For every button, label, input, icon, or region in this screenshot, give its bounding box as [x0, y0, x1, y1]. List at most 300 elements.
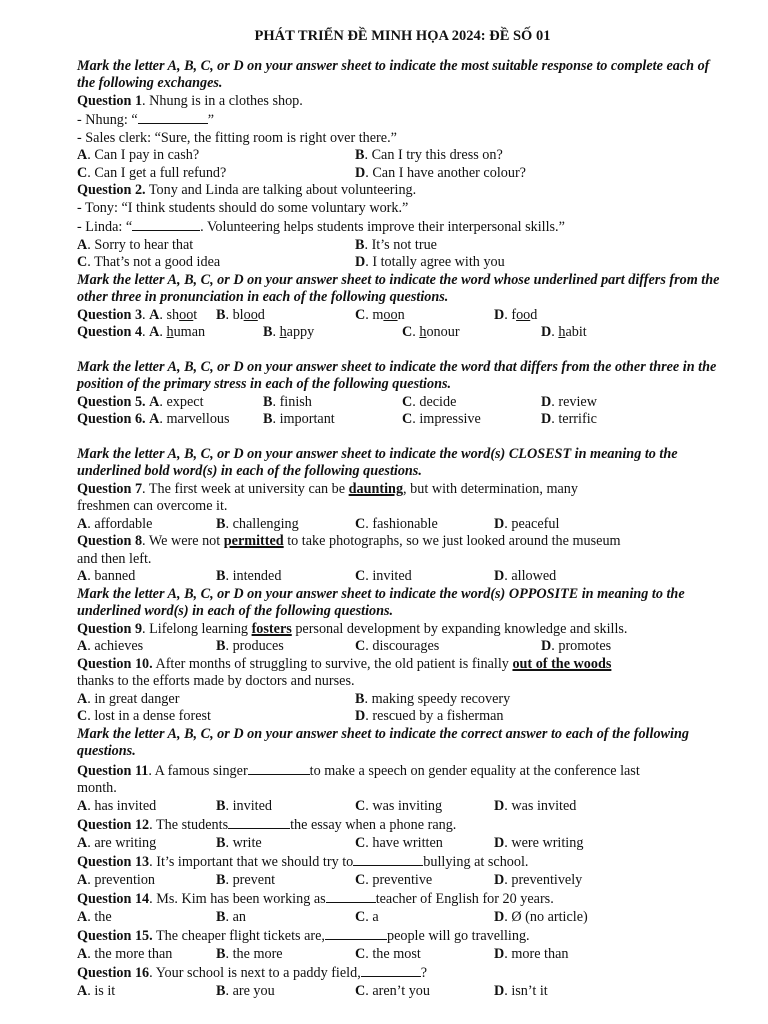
option-text: review	[558, 393, 597, 410]
option-text: impressive	[419, 411, 481, 427]
spacer	[77, 342, 728, 359]
option-a[interactable]: Question 3. A. shoot	[77, 306, 198, 323]
question-label: Question 3	[77, 306, 143, 323]
option-letter: D	[541, 393, 552, 410]
underlined-part: oo	[383, 306, 398, 323]
option-letter: C	[77, 708, 88, 724]
question-label: Question 9	[77, 620, 143, 637]
option-text: was invited	[511, 797, 577, 814]
option-text: the most	[372, 945, 421, 962]
page-title: PHÁT TRIỂN ĐỀ MINH HỌA 2024: ĐỀ SỐ 01	[254, 28, 551, 44]
option-a[interactable]: A. has invited	[77, 797, 157, 814]
option-text: invited	[372, 568, 412, 584]
option-letter: D	[355, 164, 366, 181]
option-letter: B	[216, 797, 226, 814]
question-text: After months of struggling to survive, the old patient is finally	[152, 655, 513, 672]
option-letter: D	[355, 708, 366, 724]
option-text: d	[530, 306, 538, 323]
option-a[interactable]: Question 5. A. expect	[77, 393, 204, 410]
options-row	[77, 516, 728, 534]
key-word: daunting	[348, 480, 404, 497]
option-d[interactable]: D. Ø (no article)	[494, 908, 588, 925]
option-text: allowed	[511, 568, 557, 584]
underlined-part: h	[419, 324, 427, 340]
question-13	[77, 852, 728, 872]
option-letter: B	[216, 306, 226, 323]
options-row	[77, 165, 728, 183]
option-letter: B	[263, 411, 273, 427]
option-text: lost in a dense forest	[94, 708, 211, 724]
answer-blank	[353, 852, 423, 866]
option-letter: D	[494, 908, 505, 925]
option-letter: C	[355, 982, 366, 999]
option-text: uman	[173, 324, 206, 340]
option-text: an	[232, 908, 246, 925]
answer-blank	[361, 963, 421, 977]
option-c[interactable]: C. was inviting	[355, 797, 443, 814]
option-b[interactable]: B. the more	[216, 945, 283, 962]
option-c[interactable]: C. invited	[355, 568, 412, 584]
option-letter: B	[216, 945, 226, 962]
question-label: Question 4	[77, 324, 143, 340]
option-text: isn’t it	[511, 982, 548, 999]
answer-blank	[228, 815, 290, 829]
option-letter: B	[263, 393, 273, 410]
option-text: expect	[166, 393, 204, 410]
question-text: . A famous singer	[148, 762, 248, 779]
option-text: preventive	[372, 871, 433, 888]
option-letter: B	[216, 515, 226, 532]
option-letter: C	[355, 871, 366, 888]
option-letter: D	[494, 871, 505, 888]
option-d[interactable]: D. isn’t it	[494, 982, 548, 999]
option-text: fashionable	[372, 515, 438, 532]
option-text: a	[372, 908, 379, 925]
option-letter: A	[77, 147, 88, 163]
option-a[interactable]: A. affordable	[77, 515, 153, 532]
option-letter: A	[77, 638, 88, 654]
question-text: The cheaper flight tickets are,	[152, 928, 325, 944]
option-text: terrific	[558, 411, 597, 427]
option-b[interactable]: B. making speedy recovery	[355, 690, 511, 707]
option-letter: A	[77, 690, 88, 707]
options-row	[77, 147, 728, 165]
option-text: produces	[232, 638, 284, 654]
option-letter: A	[77, 871, 88, 888]
option-text: I totally agree with you	[372, 254, 505, 270]
option-text: in great danger	[94, 690, 180, 707]
spacer	[77, 429, 728, 446]
underlined-part: oo	[179, 306, 194, 323]
question-label: Question 10.	[77, 655, 153, 672]
option-letter: C	[402, 411, 413, 427]
option-text: write	[232, 834, 262, 851]
question-6	[77, 411, 728, 429]
instruction-exchanges: Mark the letter A, B, C, or D on your answer sheet to indicate the most suitable response to complete each of the following exchanges.	[77, 57, 710, 91]
question-text: . Your school is next to a paddy field,	[149, 965, 361, 981]
option-text: was inviting	[372, 797, 443, 814]
option-letter: B	[263, 324, 273, 340]
option-text: the	[94, 908, 112, 925]
question-text: people will go travelling.	[386, 928, 530, 944]
option-letter: B	[216, 638, 226, 654]
question-16	[77, 963, 728, 983]
option-letter: A	[77, 236, 88, 253]
option-text: have written	[372, 834, 443, 851]
question-label: Question 2.	[77, 182, 146, 198]
option-b[interactable]: B. write	[216, 834, 262, 851]
dialogue-line: - Sales clerk: “Sure, the fitting room is right over there.”	[77, 129, 397, 146]
option-text: n	[397, 306, 405, 323]
option-text: Sorry to hear that	[94, 236, 194, 253]
option-c[interactable]: C. have written	[355, 834, 443, 851]
option-letter: D	[494, 306, 505, 323]
option-c[interactable]: C. the most	[355, 945, 421, 962]
question-text: . It’s important that we should try to	[149, 854, 354, 870]
option-text: It’s not true	[371, 236, 437, 253]
option-d[interactable]: D. were writing	[494, 834, 584, 851]
option-letter: B	[355, 236, 365, 253]
option-d[interactable]: D. was invited	[494, 797, 577, 814]
option-b[interactable]: B. are you	[216, 982, 275, 999]
question-text: , but with determination, many	[403, 480, 578, 497]
option-letter: C	[402, 324, 413, 340]
question-14	[77, 889, 728, 909]
option-text: decide	[419, 393, 457, 410]
dialogue-line: - Tony: “I think students should do some voluntary work.”	[77, 199, 409, 216]
question-label: Question 12	[77, 817, 150, 833]
option-c[interactable]: C. decide	[402, 393, 457, 410]
question-text: . We were not	[142, 533, 224, 549]
option-text: t	[193, 306, 198, 323]
option-letter: A	[77, 982, 88, 999]
option-a[interactable]: A. is it	[77, 982, 116, 999]
option-letter: A	[77, 568, 88, 584]
option-letter: C	[355, 908, 366, 925]
underlined-part: oo	[243, 306, 258, 323]
option-letter: C	[355, 568, 366, 584]
question-text: to take photographs, so we just looked around the museum	[283, 533, 621, 549]
question-text: teacher of English for 20 years.	[375, 891, 554, 907]
answer-blank	[325, 926, 387, 940]
option-b[interactable]: B. Can I try this dress on?	[355, 147, 503, 163]
option-c[interactable]: C. moon	[355, 306, 405, 323]
question-text: to make a speech on gender equality at the conference last	[309, 762, 640, 779]
question-label: Question 16	[77, 965, 150, 981]
option-c[interactable]: C. lost in a dense forest	[77, 708, 211, 724]
option-text: more than	[511, 945, 569, 962]
option-letter: B	[216, 834, 226, 851]
question-text: . The students	[149, 817, 229, 833]
option-text: m	[372, 306, 384, 323]
answer-blank	[248, 761, 310, 775]
option-b[interactable]: B. challenging	[216, 515, 299, 532]
question-12	[77, 815, 728, 835]
option-a[interactable]: A. the	[77, 908, 112, 925]
option-text: invited	[232, 797, 272, 814]
option-a[interactable]: A. achieves	[77, 638, 144, 654]
option-d[interactable]: D. terrific	[541, 411, 597, 427]
question-text: . Lifelong learning	[142, 620, 252, 637]
option-b[interactable]: B. intended	[216, 568, 282, 584]
option-c[interactable]: C. That’s not a good idea	[77, 254, 221, 270]
option-b[interactable]: B. important	[263, 411, 335, 427]
option-text: finish	[279, 393, 312, 410]
option-text: were writing	[511, 834, 584, 851]
option-letter: C	[355, 834, 366, 851]
key-word: out of the woods	[512, 655, 612, 672]
question-label: Question 6.	[77, 411, 146, 427]
question-label: Question 13	[77, 854, 150, 870]
option-b[interactable]: B. It’s not true	[355, 236, 437, 253]
option-b[interactable]: B. prevent	[216, 871, 276, 888]
key-word: fosters	[251, 620, 292, 637]
question-text: . Ms. Kim has been working as	[149, 891, 326, 907]
question-label: Question 14	[77, 891, 150, 907]
option-b[interactable]: B. blood	[216, 306, 265, 323]
instruction-opposite: Mark the letter A, B, C, or D on your answer sheet to indicate the word(s) OPPOSITE in meaning to the underlined word(s) in each of the following questions.	[77, 585, 685, 619]
dialogue-speaker: - Linda: “	[77, 219, 133, 235]
options-row	[77, 835, 728, 853]
options-row	[77, 872, 728, 890]
option-text: Ø (no article)	[511, 908, 588, 925]
options-row	[77, 909, 728, 927]
dialogue-line	[77, 110, 728, 130]
question-8	[77, 533, 728, 551]
options-row	[77, 237, 728, 255]
option-text: Can I get a full refund?	[94, 164, 227, 181]
option-text: promotes	[558, 638, 612, 654]
option-text: affordable	[94, 515, 153, 532]
option-letter: D	[355, 254, 366, 270]
question-4	[77, 324, 728, 342]
option-text: f	[511, 306, 517, 323]
instruction-closest: Mark the letter A, B, C, or D on your answer sheet to indicate the word(s) CLOSEST in meaning to the underlined bold word(s) in each of the following questions.	[77, 445, 678, 479]
instruction-pronunciation: Mark the letter A, B, C, or D on your answer sheet to indicate the word whose underlined part differs from the other three in pronunciation in each of the following questions.	[77, 271, 720, 305]
option-letter: C	[402, 393, 413, 410]
option-letter: B	[216, 908, 226, 925]
question-text: . Nhung is in a clothes shop.	[142, 92, 303, 109]
answer-blank	[326, 889, 376, 903]
option-text: rescued by a fisherman	[372, 708, 504, 724]
option-letter: B	[216, 568, 226, 584]
option-a[interactable]: A. the more than	[77, 945, 173, 962]
option-letter: D	[541, 411, 552, 427]
option-letter: B	[355, 147, 365, 163]
options-row	[77, 946, 728, 964]
option-text: making speedy recovery	[371, 690, 511, 707]
options-row	[77, 708, 728, 726]
options-row	[77, 638, 728, 656]
dialogue-speaker: - Nhung: “	[77, 112, 138, 128]
option-letter: B	[355, 690, 365, 707]
option-text: achieves	[94, 638, 144, 654]
underlined-part: h	[558, 324, 566, 340]
option-d[interactable]: D. peaceful	[494, 515, 560, 532]
option-letter: C	[355, 945, 366, 962]
question-2	[77, 182, 728, 200]
dialogue-quote-end: ”	[207, 112, 214, 128]
option-letter: D	[541, 638, 552, 654]
option-c[interactable]: C. fashionable	[355, 515, 438, 532]
option-letter: C	[355, 306, 366, 323]
question-label: Question 15.	[77, 928, 153, 944]
question-text: freshmen can overcome it.	[77, 498, 228, 514]
option-letter: C	[355, 797, 366, 814]
option-text: discourages	[372, 638, 440, 654]
option-letter: C	[355, 515, 366, 532]
option-text: sh	[166, 306, 180, 323]
question-3	[77, 307, 728, 325]
option-letter: A	[77, 515, 88, 532]
question-label: Question 11	[77, 762, 149, 779]
option-letter: D	[494, 982, 505, 999]
option-letter: A	[77, 797, 88, 814]
instruction-correct: Mark the letter A, B, C, or D on your answer sheet to indicate the correct answer to each of the following questions.	[77, 725, 689, 759]
option-c[interactable]: C. a	[355, 908, 379, 925]
option-d[interactable]: D. I totally agree with you	[355, 254, 505, 270]
question-1	[77, 93, 728, 111]
option-text: prevention	[94, 871, 156, 888]
question-text: bullying at school.	[423, 854, 529, 870]
question-15	[77, 926, 728, 946]
option-text: has invited	[94, 797, 157, 814]
option-text: intended	[232, 568, 282, 584]
option-letter: A	[77, 945, 88, 962]
option-text: aren’t you	[372, 982, 430, 999]
option-d[interactable]: D. allowed	[494, 568, 557, 584]
option-letter: A	[149, 306, 160, 323]
question-9	[77, 621, 728, 639]
option-a[interactable]: Question 4. A. human	[77, 324, 206, 340]
option-letter: A	[77, 834, 88, 851]
option-letter: A	[149, 324, 160, 340]
option-letter: A	[149, 411, 160, 427]
option-text: preventively	[511, 871, 583, 888]
underlined-part: oo	[516, 306, 531, 323]
options-row	[77, 254, 728, 272]
option-text: bl	[232, 306, 244, 323]
question-text: . The first week at university can be	[142, 480, 349, 497]
underlined-part: h	[279, 324, 287, 340]
option-a[interactable]: Question 6. A. marvellous	[77, 411, 230, 427]
option-letter: C	[77, 254, 88, 270]
options-row	[77, 798, 728, 816]
option-b[interactable]: B. produces	[216, 638, 284, 654]
options-row	[77, 983, 728, 1001]
option-text: Can I have another colour?	[372, 164, 526, 181]
dialogue-line	[77, 217, 728, 237]
option-b[interactable]: B. an	[216, 908, 246, 925]
option-letter: D	[541, 324, 552, 340]
option-text: banned	[94, 568, 136, 584]
answer-blank	[138, 110, 208, 124]
question-label: Question 5.	[77, 393, 146, 410]
option-a[interactable]: A. in great danger	[77, 690, 180, 707]
option-text: are you	[232, 982, 275, 999]
option-b[interactable]: B. happy	[263, 324, 315, 340]
option-text: is it	[94, 982, 116, 999]
dialogue-text: . Volunteering helps students improve their interpersonal skills.”	[200, 219, 565, 235]
option-d[interactable]: D. promotes	[541, 638, 612, 654]
option-text: Can I try this dress on?	[371, 147, 503, 163]
option-c[interactable]: C. preventive	[355, 871, 433, 888]
option-letter: D	[494, 515, 505, 532]
option-text: That’s not a good idea	[94, 254, 221, 270]
option-text: d	[257, 306, 265, 323]
option-text: are writing	[94, 834, 157, 851]
option-letter: A	[149, 393, 160, 410]
option-d[interactable]: D. food	[494, 306, 538, 323]
option-a[interactable]: A. are writing	[77, 834, 157, 851]
question-text: the essay when a phone rang.	[290, 817, 457, 833]
option-text: marvellous	[166, 411, 230, 427]
option-c[interactable]: C. Can I get a full refund?	[77, 164, 227, 181]
option-letter: D	[494, 568, 505, 584]
option-d[interactable]: D. more than	[494, 945, 569, 962]
question-5	[77, 394, 728, 412]
option-c[interactable]: C. aren’t you	[355, 982, 430, 999]
option-text: important	[279, 411, 335, 427]
option-text: peaceful	[511, 515, 560, 532]
option-c[interactable]: C. honour	[402, 324, 460, 340]
option-d[interactable]: D. Can I have another colour?	[355, 164, 526, 181]
question-text: Tony and Linda are talking about volunteering.	[145, 182, 417, 198]
instruction-stress: Mark the letter A, B, C, or D on your answer sheet to indicate the word that differs from the other three in the position of the primary stress in each of the following questions.	[77, 358, 717, 392]
option-text: appy	[286, 324, 315, 340]
option-a[interactable]: A. Sorry to hear that	[77, 236, 194, 253]
option-d[interactable]: D. habit	[541, 324, 587, 340]
option-text: challenging	[232, 515, 299, 532]
option-letter: C	[77, 164, 88, 181]
option-text: the more than	[94, 945, 173, 962]
question-text: and then left.	[77, 550, 152, 567]
key-word: permitted	[223, 533, 284, 549]
question-10	[77, 656, 728, 674]
question-label: Question 8	[77, 533, 143, 549]
option-text: prevent	[232, 871, 276, 888]
option-a[interactable]: A. prevention	[77, 871, 156, 888]
option-a[interactable]: A. banned	[77, 568, 136, 584]
question-text: month.	[77, 780, 117, 796]
option-b[interactable]: B. invited	[216, 797, 272, 814]
option-letter: D	[494, 797, 505, 814]
option-c[interactable]: C. impressive	[402, 411, 481, 427]
option-letter: B	[216, 871, 226, 888]
options-row	[77, 568, 728, 586]
option-d[interactable]: D. review	[541, 393, 597, 410]
question-text: personal development by expanding knowledge and skills.	[291, 620, 628, 637]
option-d[interactable]: D. preventively	[494, 871, 583, 888]
option-b[interactable]: B. finish	[263, 393, 312, 410]
answer-blank	[132, 217, 200, 231]
option-text: the more	[232, 945, 283, 962]
question-7	[77, 481, 728, 499]
option-text: abit	[565, 324, 587, 340]
options-row	[77, 691, 728, 709]
underlined-part: h	[166, 324, 174, 340]
question-text: ?	[420, 965, 428, 981]
option-c[interactable]: C. discourages	[355, 638, 440, 654]
option-a[interactable]: A. Can I pay in cash?	[77, 147, 200, 163]
option-d[interactable]: D. rescued by a fisherman	[355, 708, 504, 724]
option-text: onour	[426, 324, 460, 340]
option-letter: D	[494, 945, 505, 962]
option-letter: A	[77, 908, 88, 925]
question-label: Question 7	[77, 480, 143, 497]
option-text: Can I pay in cash?	[94, 147, 200, 163]
option-letter: B	[216, 982, 226, 999]
